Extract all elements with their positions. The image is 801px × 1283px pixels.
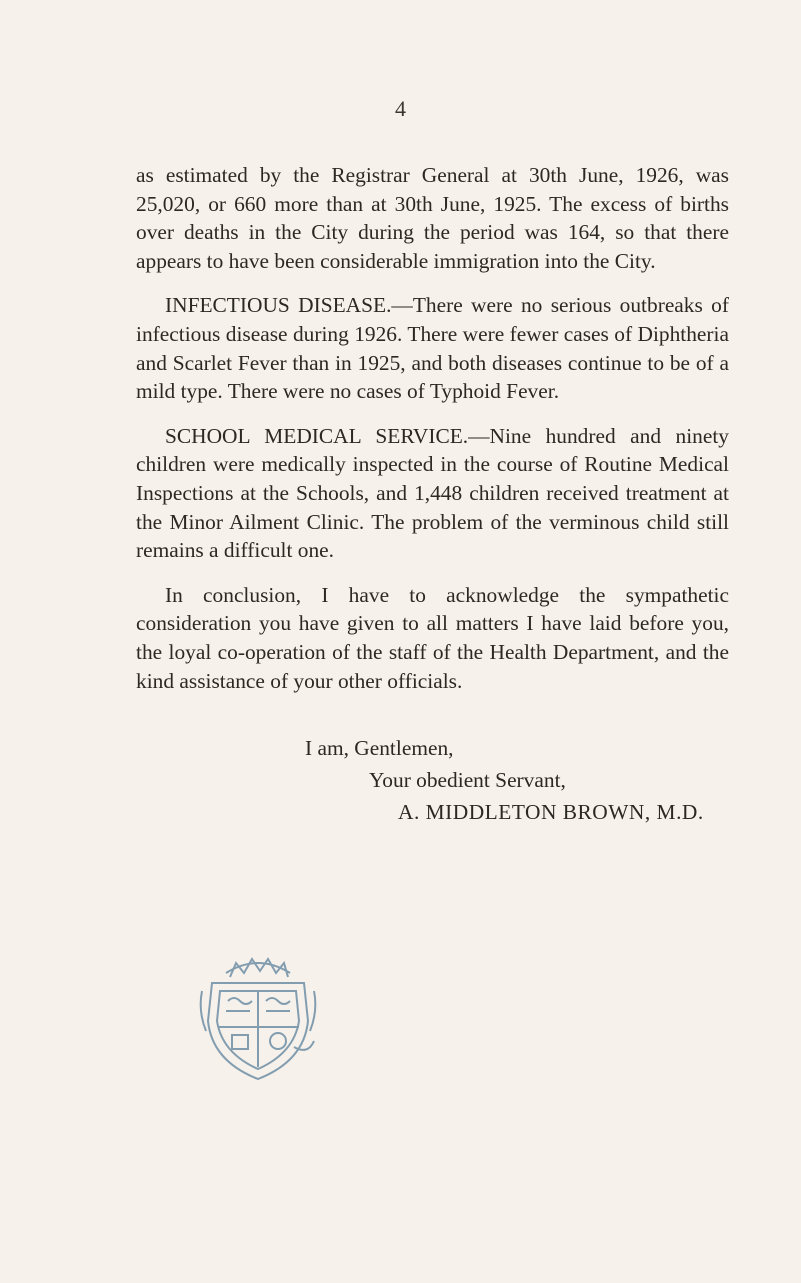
signoff-closing: Your obedient Servant,: [369, 768, 566, 792]
library-seal-icon: [196, 951, 320, 1085]
report-body: [136, 161, 729, 711]
signoff-signature: A. MIDDLETON BROWN, M.D.: [398, 800, 704, 824]
paragraph-infectious-disease: INFECTIOUS DISEASE.—There were no serious outbreaks of infectious disease during 1926. There were fewer cases of Diphtheria and Scarlet Fever than in 1925, and both diseases continue to be of a mild type. There were no cases of Typhoid Fever.: [136, 293, 729, 404]
paragraph-population: as estimated by the Registrar General at 30th June, 1926, was 25,020, or 660 more than at 30th June, 1925. The excess of births over deaths in the City during the period was 164, so that there appears to have been considerable immigration into the City.: [136, 163, 729, 273]
signoff-greeting: I am, Gentlemen,: [305, 736, 454, 760]
page-number: 4: [395, 96, 406, 121]
paragraph-conclusion: In conclusion, I have to acknowledge the sympathetic consideration you have given to all matters I have laid before you, the loyal co-operation of the staff of the Health Department, and the kind assistance of your other officials.: [136, 582, 729, 693]
paragraph-school-medical-service: SCHOOL MEDICAL SERVICE.—Nine hundred and ninety children were medically inspected in the course of Routine Medical Inspections at the Schools, and 1,448 children received treatment at the Minor Ailment Clinic. The problem of the verminous child still remains a difficult one.: [136, 423, 729, 563]
